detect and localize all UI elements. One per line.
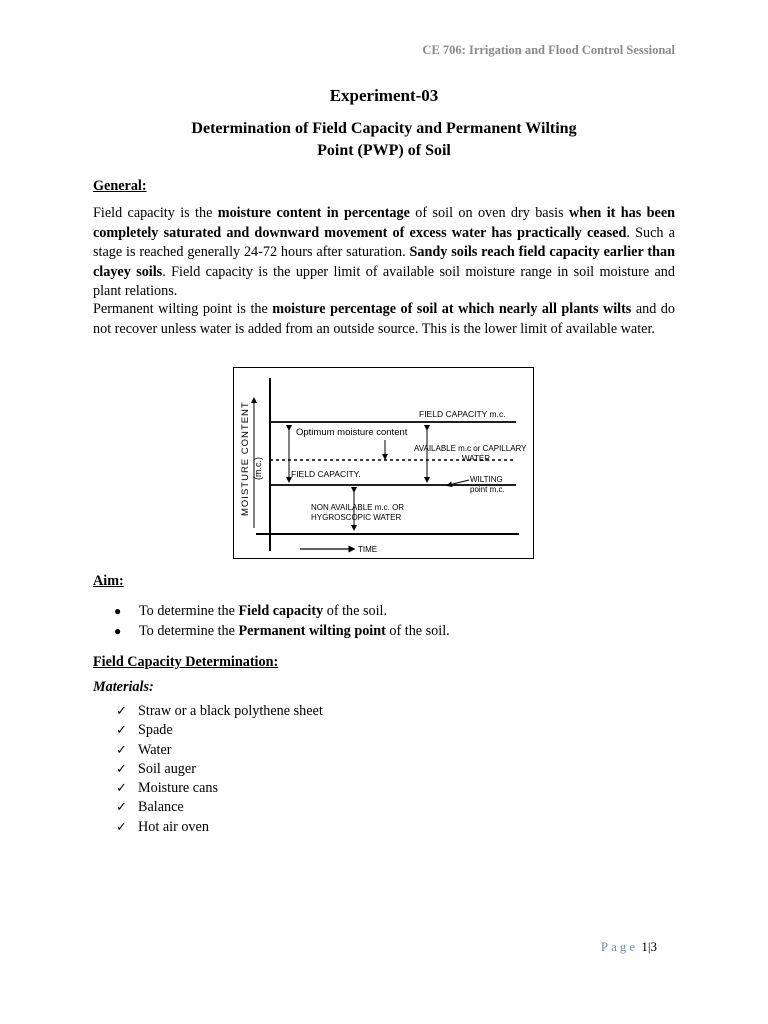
time-label: TIME (358, 545, 378, 554)
aim-heading: Aim: (93, 573, 124, 589)
document-title-line-1: Determination of Field Capacity and Permanent Wilting (191, 120, 577, 137)
aim-item-text: of the soil. (323, 603, 388, 619)
material-item (116, 702, 323, 721)
pwp-text-2: and do not recover unless water is added from an outside source. This is the lower limit of available water. (93, 301, 675, 337)
materials-list (116, 702, 323, 837)
material-label: Straw or a black polythene sheet (138, 703, 323, 719)
checkmark-icon: ✓ (116, 781, 127, 797)
aim-item-field-capacity (114, 601, 450, 621)
material-label: Moisture cans (138, 780, 218, 797)
nonavailable-label-2: HYGROSCOPIC WATER (311, 513, 402, 522)
wilting-point-paragraph (93, 300, 675, 339)
bullet-icon: ● (114, 604, 122, 618)
checkmark-icon: ✓ (116, 742, 127, 758)
field-capacity-label: FIELD CAPACITY. (291, 469, 361, 479)
available-label-2: WATER (462, 454, 490, 463)
experiment-title: Experiment-03 (329, 86, 439, 105)
aim-item-text: To determine the (139, 623, 239, 639)
checkmark-icon: ✓ (116, 800, 127, 816)
material-item (116, 721, 323, 740)
materials-heading: Materials: (93, 679, 154, 695)
fc-bold-2: when it has been completely saturated and downward movement of excess water has practically ceased (93, 205, 676, 241)
moisture-content-diagram (233, 367, 534, 559)
checkmark-icon: ✓ (116, 704, 127, 719)
y-axis-label: MOISTURE CONTENT (240, 401, 251, 516)
field-capacity-paragraph (93, 204, 675, 302)
page-word: Page (600, 939, 639, 954)
y-axis-unit-label: (m.c.) (253, 457, 263, 480)
aim-item-wilting-point (114, 621, 450, 641)
document-title-line-2: Point (PWP) of Soil (317, 142, 451, 159)
pwp-bold-1: moisture percentage of soil at which nearly all plants wilts (272, 301, 632, 317)
pwp-text-1: Permanent wilting point is the (93, 301, 273, 317)
fc-text-3: . Such a stage is reached generally 24-72 hours after saturation. (93, 224, 675, 260)
general-heading: General: (93, 178, 147, 194)
aim-item-text: of the soil. (385, 623, 450, 639)
document-title (0, 118, 768, 162)
optimum-label: Optimum moisture content (296, 427, 408, 438)
aim-item-bold: Permanent wilting point (238, 623, 386, 639)
material-item (116, 741, 323, 760)
fc-text-1: Field capacity is the (93, 205, 218, 221)
wilting-label-1: WILTING (470, 475, 503, 484)
material-item (116, 798, 323, 817)
moisture-diagram-svg (234, 368, 533, 558)
page-number: 1|3 (641, 939, 657, 954)
page-footer (601, 939, 657, 955)
field-capacity-mc-label: FIELD CAPACITY m.c. (419, 409, 506, 419)
fc-bold-3: Sandy soils reach field capacity earlier than clayey soils (93, 244, 675, 280)
course-header: CE 706: Irrigation and Flood Control Sessional (422, 43, 675, 57)
nonavailable-label-1: NON AVAILABLE m.c. OR (311, 503, 405, 512)
fc-text-2: of soil on oven dry basis (409, 205, 569, 221)
fc-bold-1: moisture content in percentage (217, 205, 410, 221)
material-label: Water (138, 741, 172, 758)
material-label: Spade (138, 722, 173, 739)
fc-determination-heading: Field Capacity Determination: (93, 654, 279, 670)
material-label: Hot air oven (138, 818, 209, 835)
material-item (116, 779, 323, 798)
checkmark-icon: ✓ (116, 761, 127, 777)
fc-text-4: . Field capacity is the upper limit of available soil moisture range in soil moisture and plant relations. (93, 263, 675, 299)
aim-item-text: To determine the (139, 603, 239, 619)
bullet-icon: ● (114, 624, 122, 638)
checkmark-icon: ✓ (116, 723, 127, 739)
aim-list (114, 601, 450, 641)
wilting-label-2: point m.c. (470, 485, 505, 494)
available-label-1: AVAILABLE m.c or CAPILLARY (414, 444, 527, 453)
aim-item-bold: Field capacity (238, 603, 324, 619)
material-label: Balance (138, 799, 184, 816)
material-label: Soil auger (138, 760, 196, 777)
material-item (116, 760, 323, 779)
checkmark-icon: ✓ (116, 819, 127, 835)
material-item (116, 818, 323, 837)
